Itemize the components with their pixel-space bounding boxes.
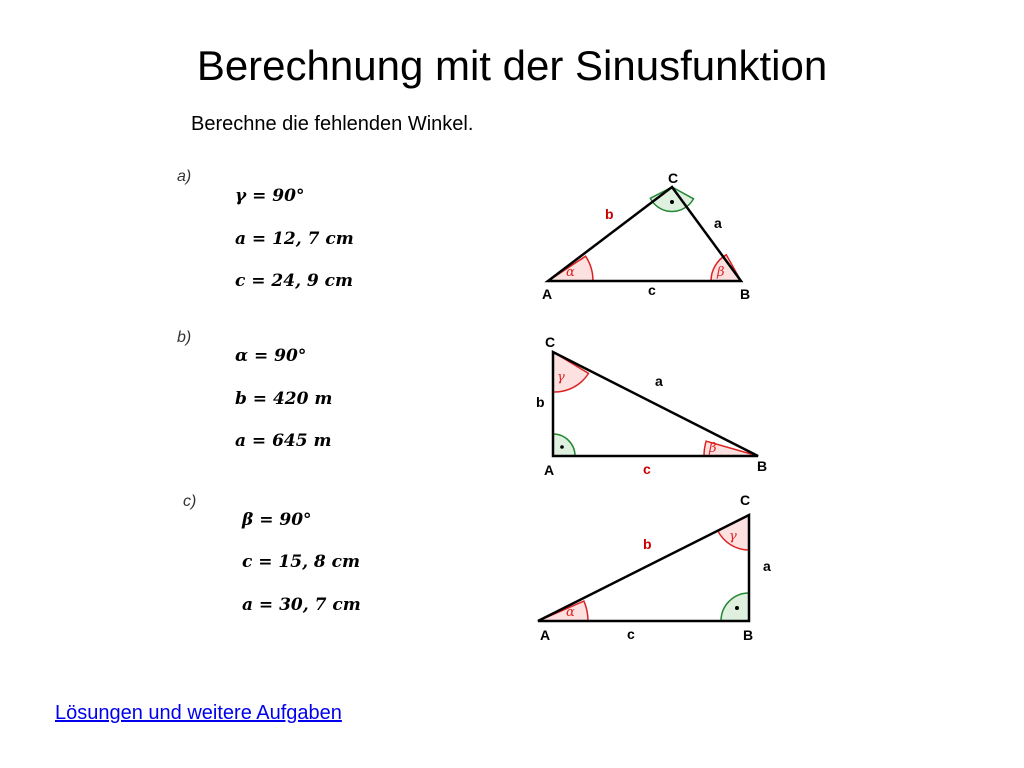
triangle-a-side-a: a [714,215,722,231]
solutions-link[interactable]: Lösungen und weitere Aufgaben [55,702,342,724]
slide-title: Berechnung mit der Sinusfunktion [196,42,828,89]
task-c-label: c) [183,493,197,510]
task-b-given-3: a = 645 m [235,431,332,451]
triangle-c-right-angle-dot [735,606,739,610]
triangle-b-side-b: b [536,394,545,410]
triangle-b-vertex-a: A [544,462,555,478]
triangle-b-side-c: c [643,461,651,477]
triangle-a [542,170,750,302]
triangle-b-beta-label: β [709,441,717,456]
triangle-a-right-angle-dot [670,200,674,204]
triangle-c-right-angle-marker [721,593,749,621]
triangle-b-gamma-label: γ [557,370,565,385]
instruction-text: Berechne die fehlenden Winkel. [191,113,474,135]
triangle-b-vertex-c: C [545,334,556,350]
triangle-c [538,492,771,643]
task-a-label: a) [177,168,192,185]
triangle-a-alpha-label: α [566,265,575,280]
triangle-c-alpha-label: α [566,605,575,620]
triangle-c-side-a: a [763,558,771,574]
task-c-given-1: β = 90° [242,510,312,530]
triangle-a-beta-label: β [717,265,725,280]
triangle-a-side-b: b [605,206,614,222]
task-b-label: b) [177,329,192,346]
triangle-b-right-angle-dot [560,445,564,449]
task-b-given-1: α = 90° [235,346,307,366]
triangle-a-vertex-b: B [740,286,751,302]
triangle-a-vertex-a: A [542,286,553,302]
triangle-a-vertex-c: C [668,170,679,186]
triangle-b-vertex-b: B [757,458,768,474]
task-a-given-1: γ = 90° [235,186,305,206]
task-c-given-2: c = 15, 8 cm [242,552,361,572]
triangle-c-gamma-label: γ [729,529,737,544]
triangle-a-side-c: c [648,282,656,298]
triangle-c-vertex-a: A [540,627,551,643]
triangle-c-side-b: b [643,536,652,552]
task-a-given-3: c = 24, 9 cm [235,271,354,291]
triangle-b-side-a: a [655,373,663,389]
triangle-c-vertex-c: C [740,492,751,508]
task-c-given-3: a = 30, 7 cm [242,595,361,615]
triangle-b-right-angle-marker [553,434,575,456]
task-b-given-2: b = 420 m [235,389,333,409]
triangle-b [536,334,767,478]
triangle-c-side-c: c [627,626,635,642]
triangle-c-vertex-b: B [743,627,754,643]
task-a-given-2: a = 12, 7 cm [235,229,354,249]
triangle-b-outline [553,352,758,456]
